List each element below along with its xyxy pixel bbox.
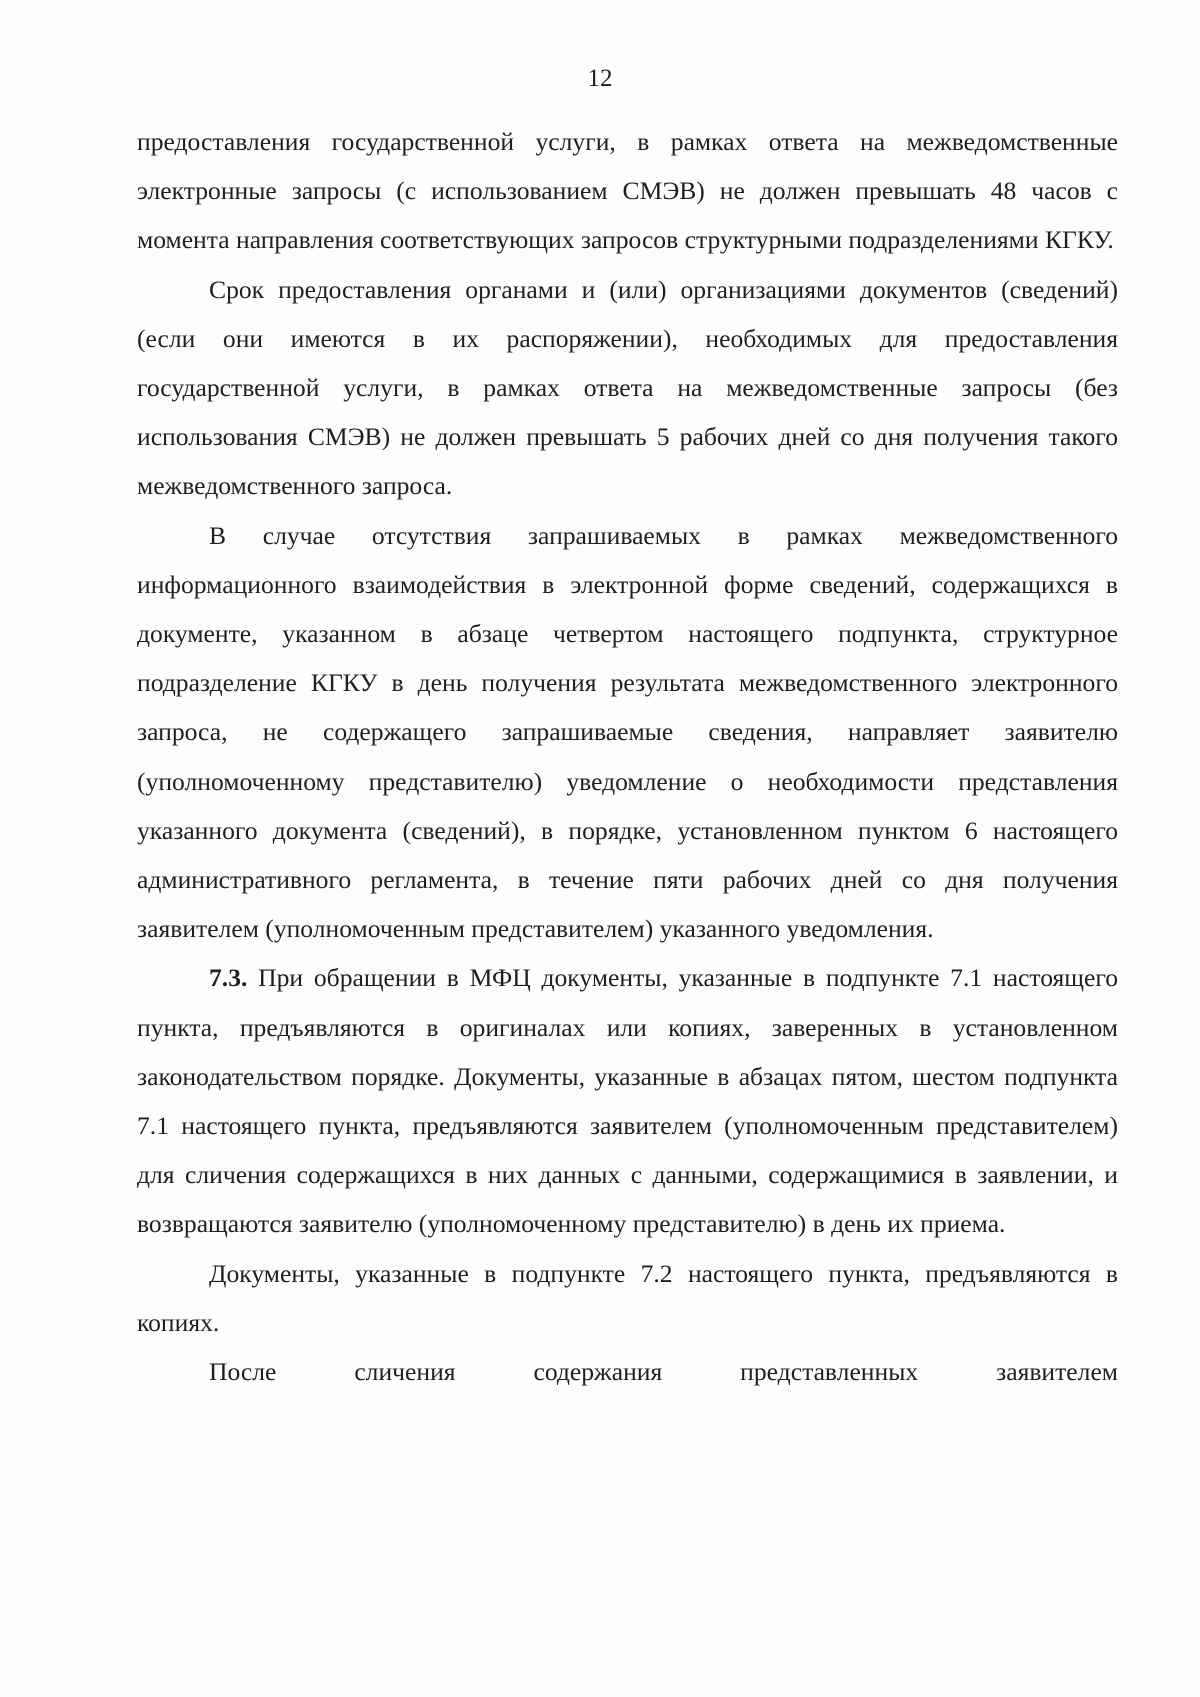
paragraph-copies: Документы, указанные в подпункте 7.2 настоящего пункта, предъявляются в копиях.: [137, 1258, 1118, 1337]
paragraph-response-term: Срок предоставления органами и (или) организациями документов (сведений) (если они имеются в их распоряжении), необходимых для предоставления государственной услуги, в рамках ответа на межведомственные запросы (без использования СМЭВ) не должен превышать 5 рабочих дней со дня получения такого межведомственного запроса.: [137, 274, 1118, 501]
paragraph-after-comparison: После сличения содержания представленных заявителем: [209, 1357, 1118, 1387]
clause-number: 7.3.: [209, 963, 248, 993]
paragraph-continuation: предоставления государственной услуги, в рамках ответа на межведомственные электронные запросы (с использованием СМЭВ) не должен превышать 48 часов с момента направления соответствующих запросов структурными подразделениями КГКУ.: [137, 127, 1118, 255]
paragraph-clause-7-3: [137, 953, 1118, 1248]
document-body: [137, 117, 1118, 1396]
clause-text: При обращении в МФЦ документы, указанные в подпункте 7.1 настоящего пункта, предъявляются в оригиналах или копиях, заверенных в установленном законодательством порядке. Документы, указанные в абзацах пятом, шестом подпункта 7.1 настоящего пункта, предъявляются заявителем (уполномоченным представителем) для сличения содержащихся в них данных с данными, содержащимися в заявлении, и возвращаются заявителю (уполномоченному представителю) в день их приема.: [137, 963, 1118, 1239]
paragraph-missing-information: В случае отсутствия запрашиваемых в рамках межведомственного информационного взаимодействия в электронной форме сведений, содержащихся в документе, указанном в абзаце четвертом настоящего подпункта, структурное подразделение КГКУ в день получения результата межведомственного электронного запроса, не содержащего запрашиваемые сведения, направляет заявителю (уполномоченному представителю) уведомление о необходимости представления указанного документа (сведений), в порядке, установленном пунктом 6 настоящего административного регламента, в течение пяти рабочих дней со дня получения заявителем (уполномоченным представителем) указанного уведомления.: [137, 520, 1118, 944]
page-number: 12: [587, 65, 613, 92]
